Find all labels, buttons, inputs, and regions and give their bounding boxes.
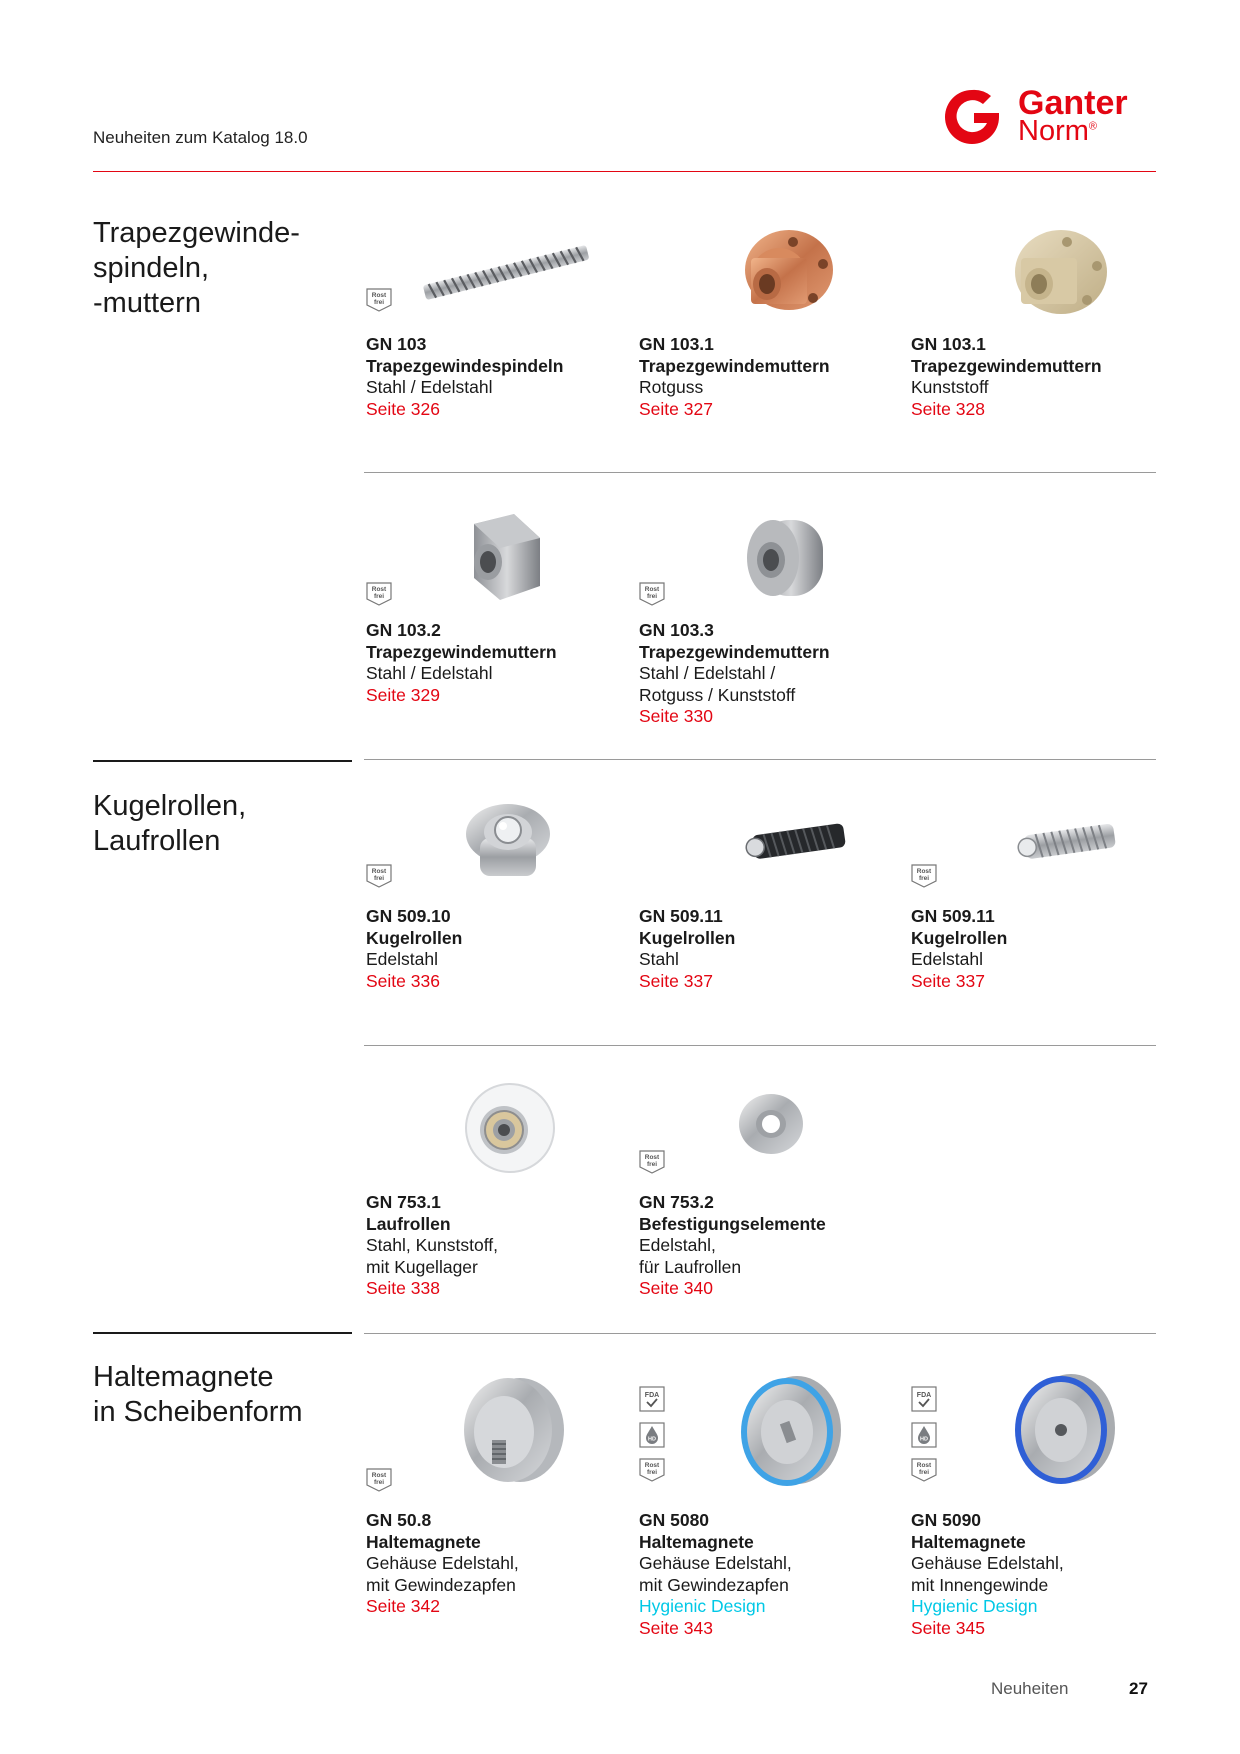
svg-text:HD: HD xyxy=(648,1436,656,1443)
product-code: GN 103.2 xyxy=(366,620,441,640)
product-material: Rotguss / Kunststoff xyxy=(639,684,796,705)
product-code: GN 103 xyxy=(366,334,427,354)
product-name: Laufrollen xyxy=(366,1213,451,1234)
fda-badge-icon xyxy=(639,1386,665,1412)
svg-text:FDA: FDA xyxy=(644,1392,660,1399)
rostfrei-badge-icon xyxy=(911,864,937,888)
threaded-spindle-icon xyxy=(416,222,596,322)
product-code: GN 5090 xyxy=(911,1510,982,1530)
roller-bearing-wheel-icon xyxy=(416,1080,596,1180)
svg-text:Rost: Rost xyxy=(644,1462,660,1469)
page-link[interactable]: Seite 338 xyxy=(366,1278,440,1298)
black-threaded-ball-icon xyxy=(689,794,869,894)
product-name: Trapezgewindemuttern xyxy=(639,355,830,376)
product-code: GN 509.11 xyxy=(911,906,995,926)
svg-text:frei: frei xyxy=(646,593,658,600)
product-name: Trapezgewindespindeln xyxy=(366,355,564,376)
hygienic-design-badge-icon xyxy=(639,1422,665,1448)
rostfrei-badge-icon xyxy=(639,582,665,606)
svg-text:Rost: Rost xyxy=(644,586,660,593)
magnet-blue-stud-icon xyxy=(689,1372,869,1496)
svg-text:frei: frei xyxy=(918,875,930,882)
mounting-washer-icon xyxy=(689,1080,869,1180)
steel-threaded-ball-icon xyxy=(961,794,1141,894)
row-divider xyxy=(364,759,1156,760)
page-link[interactable]: Seite 337 xyxy=(639,970,713,991)
product-code: GN 753.1 xyxy=(366,1192,441,1212)
hygienic-design-link[interactable]: Hygienic Design xyxy=(911,1596,1038,1616)
page-link[interactable]: Seite 327 xyxy=(639,398,713,419)
svg-text:frei: frei xyxy=(373,1479,385,1486)
page-link[interactable]: Seite 340 xyxy=(639,1278,713,1298)
section-title-haltemagnete: Haltemagnete in Scheibenform xyxy=(93,1361,303,1428)
product-material: mit Gewindezapfen xyxy=(366,1574,516,1595)
rostfrei-badge-icon xyxy=(366,1468,392,1492)
svg-text:frei: frei xyxy=(373,875,385,882)
ganter-norm-logo xyxy=(938,86,1150,148)
product-material: für Laufrollen xyxy=(639,1256,742,1277)
hex-nut-icon xyxy=(416,508,596,608)
product-code: GN 103.1 xyxy=(639,334,714,354)
product-name: Kugelrollen xyxy=(639,927,736,948)
plastic-flange-nut-icon xyxy=(961,222,1141,322)
product-code: GN 103.1 xyxy=(911,334,986,354)
round-nut-icon xyxy=(689,508,869,608)
product-name: Trapezgewindemuttern xyxy=(911,355,1102,376)
product-material: Stahl / Edelstahl / xyxy=(639,663,776,683)
product-name: Haltemagnete xyxy=(911,1531,1026,1552)
product-material: Gehäuse Edelstahl, xyxy=(911,1553,1064,1573)
page-link[interactable]: Seite 343 xyxy=(639,1617,713,1638)
fda-badge-icon xyxy=(911,1386,937,1412)
product-code: GN 103.3 xyxy=(639,620,714,640)
product-name: Kugelrollen xyxy=(911,927,1008,948)
product-name: Haltemagnete xyxy=(639,1531,754,1552)
product-material: Kunststoff xyxy=(911,377,989,397)
rostfrei-badge-icon xyxy=(366,582,392,606)
page-link[interactable]: Seite 329 xyxy=(366,684,440,705)
section-divider-kugelrollen xyxy=(93,760,352,762)
product-name: Trapezgewindemuttern xyxy=(639,641,830,662)
product-material: Rotguss xyxy=(639,377,704,397)
rostfrei-badge-icon xyxy=(366,864,392,888)
hygienic-design-link[interactable]: Hygienic Design xyxy=(639,1596,766,1616)
rostfrei-badge-icon xyxy=(911,1458,937,1482)
page-link[interactable]: Seite 345 xyxy=(911,1617,985,1638)
ganter-logo-mark-icon xyxy=(938,86,1006,148)
header-divider xyxy=(93,171,1156,172)
product-code: GN 5080 xyxy=(639,1510,710,1530)
logo-word-ganter: Ganter xyxy=(1018,84,1128,122)
product-code: GN 509.11 xyxy=(639,906,723,926)
row-divider xyxy=(364,1333,1156,1334)
section-title-kugelrollen: Kugelrollen, Laufrollen xyxy=(93,790,247,857)
svg-text:Rost: Rost xyxy=(371,1472,387,1479)
svg-text:frei: frei xyxy=(373,299,385,306)
page-link[interactable]: Seite 337 xyxy=(911,970,985,991)
product-name: Kugelrollen xyxy=(366,927,463,948)
catalog-note: Neuheiten zum Katalog 18.0 xyxy=(93,128,308,147)
magnet-blue-thread-icon xyxy=(961,1372,1141,1496)
product-name: Trapezgewindemuttern xyxy=(366,641,557,662)
row-divider xyxy=(364,1045,1156,1046)
svg-text:HD: HD xyxy=(920,1436,928,1443)
rostfrei-badge-icon xyxy=(639,1150,665,1174)
product-material: mit Gewindezapfen xyxy=(639,1574,789,1595)
page-link[interactable]: Seite 326 xyxy=(366,398,440,419)
product-material: mit Kugellager xyxy=(366,1256,478,1277)
section-title-trapezgewinde: Trapezgewinde- spindeln, -muttern xyxy=(93,217,300,319)
product-material: Gehäuse Edelstahl, xyxy=(639,1553,792,1573)
svg-text:Rost: Rost xyxy=(371,292,387,299)
logo-word-norm: Norm® xyxy=(1018,115,1097,147)
rostfrei-badge-icon xyxy=(366,288,392,312)
svg-text:frei: frei xyxy=(646,1469,658,1476)
page-number: 27 xyxy=(1129,1679,1148,1698)
bronze-flange-nut-icon xyxy=(689,222,869,322)
product-material: Stahl / Edelstahl xyxy=(366,377,493,397)
page-link[interactable]: Seite 336 xyxy=(366,970,440,991)
footer-label: Neuheiten xyxy=(991,1679,1069,1698)
svg-text:frei: frei xyxy=(373,593,385,600)
product-material: Stahl xyxy=(639,949,679,969)
product-code: GN 753.2 xyxy=(639,1192,714,1212)
hygienic-design-badge-icon xyxy=(911,1422,937,1448)
svg-text:Rost: Rost xyxy=(371,586,387,593)
svg-text:FDA: FDA xyxy=(916,1392,932,1399)
page-link[interactable]: Seite 342 xyxy=(366,1596,440,1616)
product-material: Edelstahl xyxy=(911,949,983,969)
svg-text:Rost: Rost xyxy=(371,868,387,875)
magnet-stud-icon xyxy=(416,1372,596,1496)
svg-text:frei: frei xyxy=(646,1161,658,1168)
product-material: Stahl, Kunststoff, xyxy=(366,1235,498,1255)
product-code: GN 509.10 xyxy=(366,906,451,926)
svg-text:Rost: Rost xyxy=(916,1462,932,1469)
section-divider-haltemagnete xyxy=(93,1332,352,1334)
product-name: Befestigungselemente xyxy=(639,1213,826,1234)
rostfrei-badge-icon xyxy=(639,1458,665,1482)
svg-text:Rost: Rost xyxy=(644,1154,660,1161)
product-material: Edelstahl xyxy=(366,949,438,969)
ball-transfer-unit-icon xyxy=(416,794,596,894)
row-divider xyxy=(364,472,1156,473)
page-link[interactable]: Seite 330 xyxy=(639,706,713,726)
product-material: Stahl / Edelstahl xyxy=(366,663,493,683)
product-material: Gehäuse Edelstahl, xyxy=(366,1553,519,1573)
product-material: mit Innengewinde xyxy=(911,1574,1049,1595)
product-material: Edelstahl, xyxy=(639,1235,716,1255)
svg-text:Rost: Rost xyxy=(916,868,932,875)
product-code: GN 50.8 xyxy=(366,1510,432,1530)
product-name: Haltemagnete xyxy=(366,1531,481,1552)
svg-text:frei: frei xyxy=(918,1469,930,1476)
page-link[interactable]: Seite 328 xyxy=(911,398,985,419)
